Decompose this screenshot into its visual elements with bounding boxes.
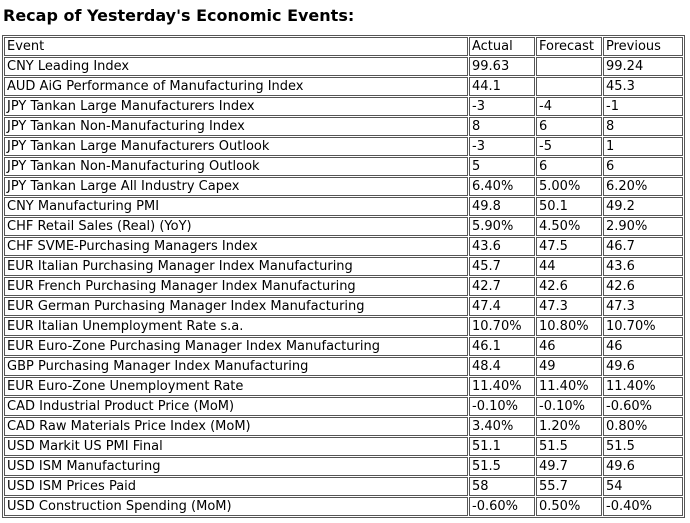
previous-cell: 42.6: [603, 277, 683, 296]
forecast-cell: 49: [536, 357, 602, 376]
previous-cell: 54: [603, 477, 683, 496]
previous-cell: 11.40%: [603, 377, 683, 396]
actual-cell: -3: [469, 97, 535, 116]
event-cell: EUR Italian Purchasing Manager Index Manufacturing: [4, 257, 468, 276]
actual-cell: 43.6: [469, 237, 535, 256]
table-row: [4, 317, 683, 336]
table-row: [4, 417, 683, 436]
table-row: [4, 497, 683, 516]
event-cell: USD Construction Spending (MoM): [4, 497, 468, 516]
table-row: [4, 97, 683, 116]
forecast-cell: 10.80%: [536, 317, 602, 336]
previous-cell: 0.80%: [603, 417, 683, 436]
previous-cell: 49.6: [603, 357, 683, 376]
table-row: [4, 257, 683, 276]
event-cell: CNY Leading Index: [4, 57, 468, 76]
forecast-cell: 44: [536, 257, 602, 276]
actual-cell: 58: [469, 477, 535, 496]
actual-cell: 11.40%: [469, 377, 535, 396]
forecast-cell: 6: [536, 157, 602, 176]
event-cell: JPY Tankan Large Manufacturers Index: [4, 97, 468, 116]
actual-cell: 51.5: [469, 457, 535, 476]
forecast-cell: 55.7: [536, 477, 602, 496]
previous-cell: 51.5: [603, 437, 683, 456]
forecast-cell: 46: [536, 337, 602, 356]
forecast-cell: 47.5: [536, 237, 602, 256]
table-row: [4, 337, 683, 356]
previous-cell: 47.3: [603, 297, 683, 316]
actual-cell: 42.7: [469, 277, 535, 296]
actual-cell: 48.4: [469, 357, 535, 376]
actual-cell: 3.40%: [469, 417, 535, 436]
actual-cell: 5.90%: [469, 217, 535, 236]
forecast-cell: 6: [536, 117, 602, 136]
forecast-cell: -0.10%: [536, 397, 602, 416]
event-cell: CNY Manufacturing PMI: [4, 197, 468, 216]
page-title: Recap of Yesterday's Economic Events:: [3, 6, 355, 25]
column-header-previous: Previous: [603, 37, 683, 56]
actual-cell: 10.70%: [469, 317, 535, 336]
event-cell: AUD AiG Performance of Manufacturing Index: [4, 77, 468, 96]
table-row: [4, 377, 683, 396]
forecast-cell: [536, 77, 602, 96]
actual-cell: 46.1: [469, 337, 535, 356]
actual-cell: 45.7: [469, 257, 535, 276]
actual-cell: -0.10%: [469, 397, 535, 416]
table-row: [4, 477, 683, 496]
previous-cell: 49.2: [603, 197, 683, 216]
actual-cell: -3: [469, 137, 535, 156]
previous-cell: 2.90%: [603, 217, 683, 236]
previous-cell: 46: [603, 337, 683, 356]
event-cell: GBP Purchasing Manager Index Manufacturing: [4, 357, 468, 376]
forecast-cell: -5: [536, 137, 602, 156]
actual-cell: 49.8: [469, 197, 535, 216]
actual-cell: 44.1: [469, 77, 535, 96]
event-cell: EUR Euro-Zone Purchasing Manager Index Manufacturing: [4, 337, 468, 356]
forecast-cell: 49.7: [536, 457, 602, 476]
table-row: [4, 77, 683, 96]
actual-cell: 47.4: [469, 297, 535, 316]
previous-cell: 45.3: [603, 77, 683, 96]
column-header-forecast: Forecast: [536, 37, 602, 56]
previous-cell: -1: [603, 97, 683, 116]
actual-cell: 8: [469, 117, 535, 136]
forecast-cell: 50.1: [536, 197, 602, 216]
previous-cell: 43.6: [603, 257, 683, 276]
previous-cell: 46.7: [603, 237, 683, 256]
previous-cell: 99.24: [603, 57, 683, 76]
header-row: [4, 37, 683, 56]
actual-cell: 99.63: [469, 57, 535, 76]
previous-cell: -0.60%: [603, 397, 683, 416]
actual-cell: 51.1: [469, 437, 535, 456]
table-row: [4, 117, 683, 136]
forecast-cell: -4: [536, 97, 602, 116]
previous-cell: -0.40%: [603, 497, 683, 516]
table-row: [4, 177, 683, 196]
forecast-cell: 42.6: [536, 277, 602, 296]
event-cell: CHF Retail Sales (Real) (YoY): [4, 217, 468, 236]
table-row: [4, 57, 683, 76]
column-header-event: Event: [4, 37, 468, 56]
table-row: [4, 197, 683, 216]
previous-cell: 8: [603, 117, 683, 136]
previous-cell: 10.70%: [603, 317, 683, 336]
forecast-cell: 11.40%: [536, 377, 602, 396]
actual-cell: 6.40%: [469, 177, 535, 196]
event-cell: EUR French Purchasing Manager Index Manufacturing: [4, 277, 468, 296]
table-row: [4, 277, 683, 296]
column-header-actual: Actual: [469, 37, 535, 56]
table-row: [4, 357, 683, 376]
event-cell: EUR Euro-Zone Unemployment Rate: [4, 377, 468, 396]
previous-cell: 1: [603, 137, 683, 156]
table-row: [4, 157, 683, 176]
events-table: [2, 35, 685, 518]
table-row: [4, 457, 683, 476]
forecast-cell: 5.00%: [536, 177, 602, 196]
table-row: [4, 437, 683, 456]
table-row: [4, 397, 683, 416]
event-cell: USD ISM Manufacturing: [4, 457, 468, 476]
table-body: [4, 57, 683, 516]
actual-cell: 5: [469, 157, 535, 176]
table-row: [4, 297, 683, 316]
event-cell: JPY Tankan Non-Manufacturing Index: [4, 117, 468, 136]
event-cell: USD Markit US PMI Final: [4, 437, 468, 456]
forecast-cell: 4.50%: [536, 217, 602, 236]
event-cell: JPY Tankan Non-Manufacturing Outlook: [4, 157, 468, 176]
event-cell: EUR Italian Unemployment Rate s.a.: [4, 317, 468, 336]
event-cell: CAD Raw Materials Price Index (MoM): [4, 417, 468, 436]
forecast-cell: 51.5: [536, 437, 602, 456]
previous-cell: 6: [603, 157, 683, 176]
table-row: [4, 237, 683, 256]
forecast-cell: 47.3: [536, 297, 602, 316]
table-row: [4, 137, 683, 156]
event-cell: JPY Tankan Large All Industry Capex: [4, 177, 468, 196]
forecast-cell: 0.50%: [536, 497, 602, 516]
forecast-cell: [536, 57, 602, 76]
event-cell: USD ISM Prices Paid: [4, 477, 468, 496]
previous-cell: 49.6: [603, 457, 683, 476]
previous-cell: 6.20%: [603, 177, 683, 196]
forecast-cell: 1.20%: [536, 417, 602, 436]
event-cell: EUR German Purchasing Manager Index Manufacturing: [4, 297, 468, 316]
event-cell: CAD Industrial Product Price (MoM): [4, 397, 468, 416]
event-cell: JPY Tankan Large Manufacturers Outlook: [4, 137, 468, 156]
event-cell: CHF SVME-Purchasing Managers Index: [4, 237, 468, 256]
table-row: [4, 217, 683, 236]
actual-cell: -0.60%: [469, 497, 535, 516]
